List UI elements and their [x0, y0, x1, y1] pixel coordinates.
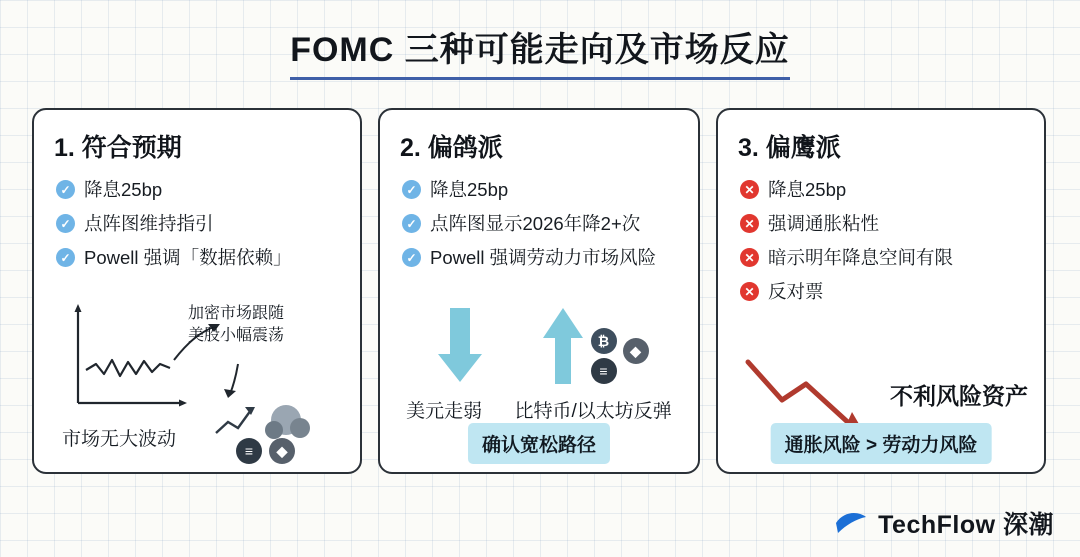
card-1-note-line-2: 美股小幅震荡	[188, 326, 285, 344]
list-item-label: 降息25bp	[430, 179, 509, 200]
down-arrow-icon	[430, 302, 490, 390]
list-item	[740, 246, 1028, 269]
list-item-label: 降息25bp	[768, 179, 847, 200]
list-item	[740, 280, 1028, 303]
card-3-bullets	[740, 178, 1028, 304]
up-arrow-icon	[541, 302, 585, 390]
check-icon: ✓	[402, 248, 421, 267]
coin-generic-icon: ≡	[236, 438, 262, 464]
brand-footer	[834, 505, 1054, 541]
card-1-note-line-1: 加密市场跟随	[188, 305, 285, 322]
card-scenario-1	[32, 108, 362, 474]
card-3-title: 3. 偏鹰派	[738, 134, 841, 162]
card-3-conclusion-badge: 通胀风险 > 劳动力风险	[771, 423, 992, 464]
ethereum-icon-wrap	[623, 338, 649, 390]
check-icon: ✓	[56, 248, 75, 267]
card-2-arrows	[380, 298, 698, 390]
card-1-note	[188, 303, 348, 346]
crypto-icons-group	[236, 438, 295, 464]
page-title-container	[0, 22, 1080, 80]
list-item	[740, 212, 1028, 235]
list-item	[402, 246, 682, 269]
card-scenario-3	[716, 108, 1046, 474]
list-item	[402, 178, 682, 201]
check-icon: ✓	[402, 180, 421, 199]
coin-generic-icon: ≡	[591, 358, 617, 384]
check-icon: ✓	[56, 180, 75, 199]
list-item	[56, 246, 344, 269]
card-1-caption: 市场无大波动	[62, 429, 177, 450]
cross-icon: ✕	[740, 248, 759, 267]
techflow-logo-icon	[834, 509, 868, 537]
list-item-label: 点阵图维持指引	[84, 213, 214, 235]
list-item-label: 降息25bp	[84, 179, 163, 200]
list-item-label: Powell 强调「数据依赖」	[84, 247, 292, 269]
cross-icon: ✕	[740, 180, 759, 199]
ethereum-icon: ◆	[269, 438, 295, 464]
cards-container	[32, 108, 1048, 474]
list-item	[740, 178, 1028, 201]
list-item-label: 点阵图显示2026年降2+次	[430, 213, 641, 235]
card-1-bullets	[56, 178, 344, 269]
card-1-title: 1. 符合预期	[54, 134, 182, 162]
ethereum-icon: ◆	[623, 338, 649, 364]
list-item	[56, 212, 344, 235]
card-3-note: 不利风险资产	[890, 383, 1028, 409]
card-2-rally-group	[541, 302, 649, 390]
list-item-label: Powell 强调劳动力市场风险	[430, 247, 657, 269]
list-item	[56, 178, 344, 201]
card-1-illustration	[48, 298, 348, 463]
card-2-conclusion-badge: 确认宽松路径	[468, 423, 610, 464]
page-title: FOMC 三种可能走向及市场反应	[290, 22, 790, 80]
card-2-bullets	[402, 178, 682, 269]
brand-name: TechFlow 深潮	[878, 511, 1054, 539]
list-item-label: 强调通胀粘性	[768, 213, 880, 235]
card-2-label-right: 比特币/以太坊反弹	[514, 401, 672, 422]
list-item-label: 反对票	[768, 281, 824, 303]
card-2-label-left: 美元走弱	[406, 401, 483, 422]
check-icon: ✓	[56, 214, 75, 233]
list-item-label: 暗示明年降息空间有限	[768, 247, 954, 269]
list-item	[402, 212, 682, 235]
card-scenario-2	[378, 108, 700, 474]
bitcoin-icon: ₿	[591, 328, 617, 354]
crypto-icons-group	[591, 328, 617, 390]
cross-icon: ✕	[740, 214, 759, 233]
check-icon: ✓	[402, 214, 421, 233]
card-2-title: 2. 偏鸽派	[400, 134, 503, 162]
card-2-labels	[380, 390, 698, 423]
cross-icon: ✕	[740, 282, 759, 301]
